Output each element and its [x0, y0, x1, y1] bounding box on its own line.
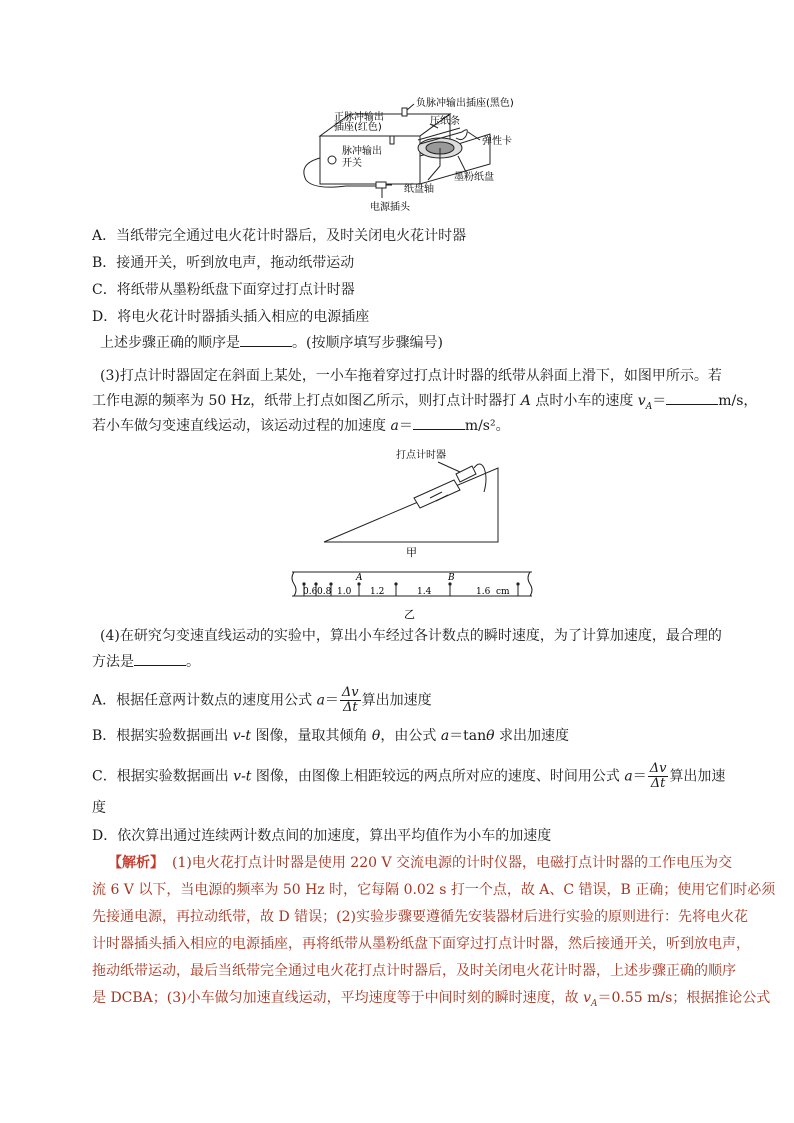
q4-opt-c-var: a — [624, 768, 633, 785]
q2-option-d: D．将电火花计时器插头插入相应的电源插座 — [92, 309, 370, 325]
frac-den-c: Δt — [650, 776, 666, 791]
q4-opt-b-theta: θ — [371, 728, 381, 744]
q4-opt-b-mid: 图像，量取其倾角 — [251, 728, 372, 744]
q2-order-prefix: 上述步骤正确的顺序是 — [100, 335, 240, 351]
q4-opt-a-eq: ＝ — [324, 692, 339, 709]
q4-opt-b-mid2: ，由公式 — [380, 728, 441, 744]
solution-tag: 【解析】 — [108, 855, 164, 871]
solution-line3: 先接通电源，再拉动纸带，故 D 错误；(2)实验步骤要遵循先安装器材后进行实验的原则进行：先将电火花 — [92, 909, 748, 925]
delta-v-over-delta-t — [340, 686, 361, 715]
q3-unit-ms2: m/s²。 — [464, 418, 510, 434]
incline-figure — [318, 446, 518, 558]
frac-num-c: Δv — [649, 761, 667, 776]
q3-line2 — [92, 391, 757, 417]
q4-line2 — [92, 652, 200, 672]
solution-line6-a: 是 DCBA；(3)小车做匀加速直线运动，平均速度等于中间时刻的瞬时速度，故 — [92, 990, 584, 1006]
q4-opt-b-post: 求出加速度 — [494, 728, 570, 744]
ink-disc-label: 墨粉纸盘 — [454, 172, 494, 183]
switch-label-1: 脉冲输出 — [342, 146, 382, 157]
switch-label-2: 开关 — [342, 158, 362, 169]
q4-opt-c-pre: C．根据实验数据画出 — [92, 768, 234, 785]
solution-text-1: (1)电火花打点计时器是使用 220 V 交流电源的计时仪器，电磁打点计时器的工作电压为交 — [172, 855, 733, 871]
q4-option-b — [92, 726, 569, 746]
neg-socket-label: 负脉冲输出插座(黑色) — [416, 98, 514, 109]
tape-figure — [286, 564, 538, 630]
frac-num: Δv — [341, 685, 359, 700]
tape-point-b: B — [448, 573, 455, 583]
q2-option-c: C．将纸带从墨粉纸盘下面穿过打点计时器 — [92, 282, 355, 298]
q4-option-c-tail: 度 — [92, 800, 106, 816]
q3-line3-a: 若小车做匀变速直线运动，该运动过程的加速度 — [92, 418, 391, 434]
figure-jia-caption: 甲 — [406, 546, 417, 558]
q4-opt-b-eq: ＝tan — [449, 728, 487, 744]
q4-opt-c-mid: 图像，由图像上相距较远的两点所对应的速度、时间用公式 — [251, 768, 625, 785]
q2-order-suffix: 。(按顺序填写步骤编号) — [292, 335, 443, 351]
q3-v-subscript: A — [645, 401, 653, 412]
q2-order-line — [100, 333, 443, 353]
seg-label-5: 1.4 — [417, 587, 432, 597]
seg-label-unit: cm — [496, 587, 510, 597]
q4-opt-c-post: 算出加速 — [669, 768, 726, 785]
q4-line2-a: 方法是 — [92, 654, 134, 670]
press-strip-label: 压纸条 — [430, 116, 460, 127]
spring-clip-label: 弹性卡 — [482, 136, 512, 147]
axle-label: 纸盘轴 — [404, 184, 434, 195]
q4-opt-a-var: a — [316, 692, 325, 709]
seg-label-1: 0.6 — [303, 587, 318, 597]
solution-line5: 拖动纸带运动，最后当纸带完全通过电火花打点计时器后，及时关闭电火花计时器，上述步骤正确的顺序 — [92, 963, 736, 979]
seg-label-4: 1.2 — [370, 587, 385, 597]
q3-line3 — [92, 416, 510, 436]
frac-den: Δt — [342, 700, 358, 715]
q3-v-symbol: v — [637, 393, 646, 409]
q3-point-a: A — [520, 393, 531, 409]
q2-option-b: B．接通开关，听到放电声，拖动纸带运动 — [92, 255, 355, 271]
q3-line2-a: 工作电源的频率为 50 Hz，纸带上打点如图乙所示，则打点计时器打 — [92, 393, 521, 409]
pos-socket-label-1: 正脉冲输出 — [334, 112, 384, 123]
solution-v-subscript: A — [591, 998, 598, 1009]
figure-yi-caption: 乙 — [404, 608, 415, 621]
spark-timer-figure — [290, 96, 530, 216]
q3-line2-c: 点时小车的速度 — [530, 393, 638, 409]
q2-option-a: A．当纸带完全通过电火花计时器后，及时关闭电火花计时器 — [92, 228, 467, 244]
q3-line1: (3)打点计时器固定在斜面上某处，一小车拖着穿过打点计时器的纸带从斜面上滑下，如图甲所示。若 — [100, 368, 722, 384]
seg-label-3: 1.0 — [337, 587, 352, 597]
q4-opt-c-vt: v-t — [233, 768, 252, 785]
q4-option-c — [92, 762, 725, 791]
q4-answer-blank[interactable] — [134, 665, 186, 666]
pos-socket-label-2: 插座(红色) — [334, 122, 382, 133]
q3-eq: ＝ — [652, 393, 667, 409]
seg-label-6: 1.6 — [476, 587, 491, 597]
q4-opt-a-pre: A．根据任意两计数点的速度用公式 — [92, 692, 317, 709]
q4-line1: (4)在研究匀变速直线运动的实验中，算出小车经过各计数点的瞬时速度，为了计算加速度，最合理的 — [100, 628, 722, 644]
q4-line2-b: 。 — [186, 654, 200, 670]
q3-unit-ms: m/s， — [718, 393, 758, 409]
q4-opt-a-post: 算出加速度 — [361, 692, 432, 709]
solution-line2: 流 6 V 以下，当电源的频率为 50 Hz 时，它每隔 0.02 s 打一个点，故 A、C 错误，B 正确；使用它们时必须 — [92, 882, 776, 898]
solution-line1 — [108, 853, 732, 873]
q3-velocity-blank[interactable] — [666, 404, 718, 405]
q4-option-a — [92, 686, 432, 715]
solution-v-symbol: v — [583, 990, 591, 1006]
solution-line4: 计时器插头插入相应的电源插座，再将纸带从墨粉纸盘下面穿过打点计时器，然后接通开关，听到放电声， — [92, 936, 750, 952]
timer-label: 打点计时器 — [396, 450, 446, 461]
seg-label-2: 0.8 — [317, 587, 332, 597]
solution-line6 — [92, 988, 770, 1014]
plug-label: 电源插头 — [370, 202, 410, 213]
solution-line6-b: ＝0.55 m/s；根据推论公式 — [597, 990, 771, 1006]
q4-opt-c-eq: ＝ — [632, 768, 647, 785]
q4-opt-b-pre: B．根据实验数据画出 — [92, 728, 233, 744]
q4-option-d: D．依次算出通过连续两计数点间的加速度，算出平均值作为小车的加速度 — [92, 828, 552, 844]
tape-point-a: A — [356, 573, 363, 583]
q3-accel-blank[interactable] — [413, 429, 465, 430]
delta-v-over-delta-t-c — [648, 762, 669, 791]
q4-opt-b-vt: v-t — [232, 728, 252, 744]
q3-a-symbol: a — [390, 418, 399, 434]
q3-eq2: ＝ — [398, 418, 413, 434]
q4-opt-b-a: a — [440, 728, 450, 744]
q4-opt-b-theta2: θ — [486, 728, 495, 744]
q2-answer-blank[interactable] — [240, 346, 292, 347]
